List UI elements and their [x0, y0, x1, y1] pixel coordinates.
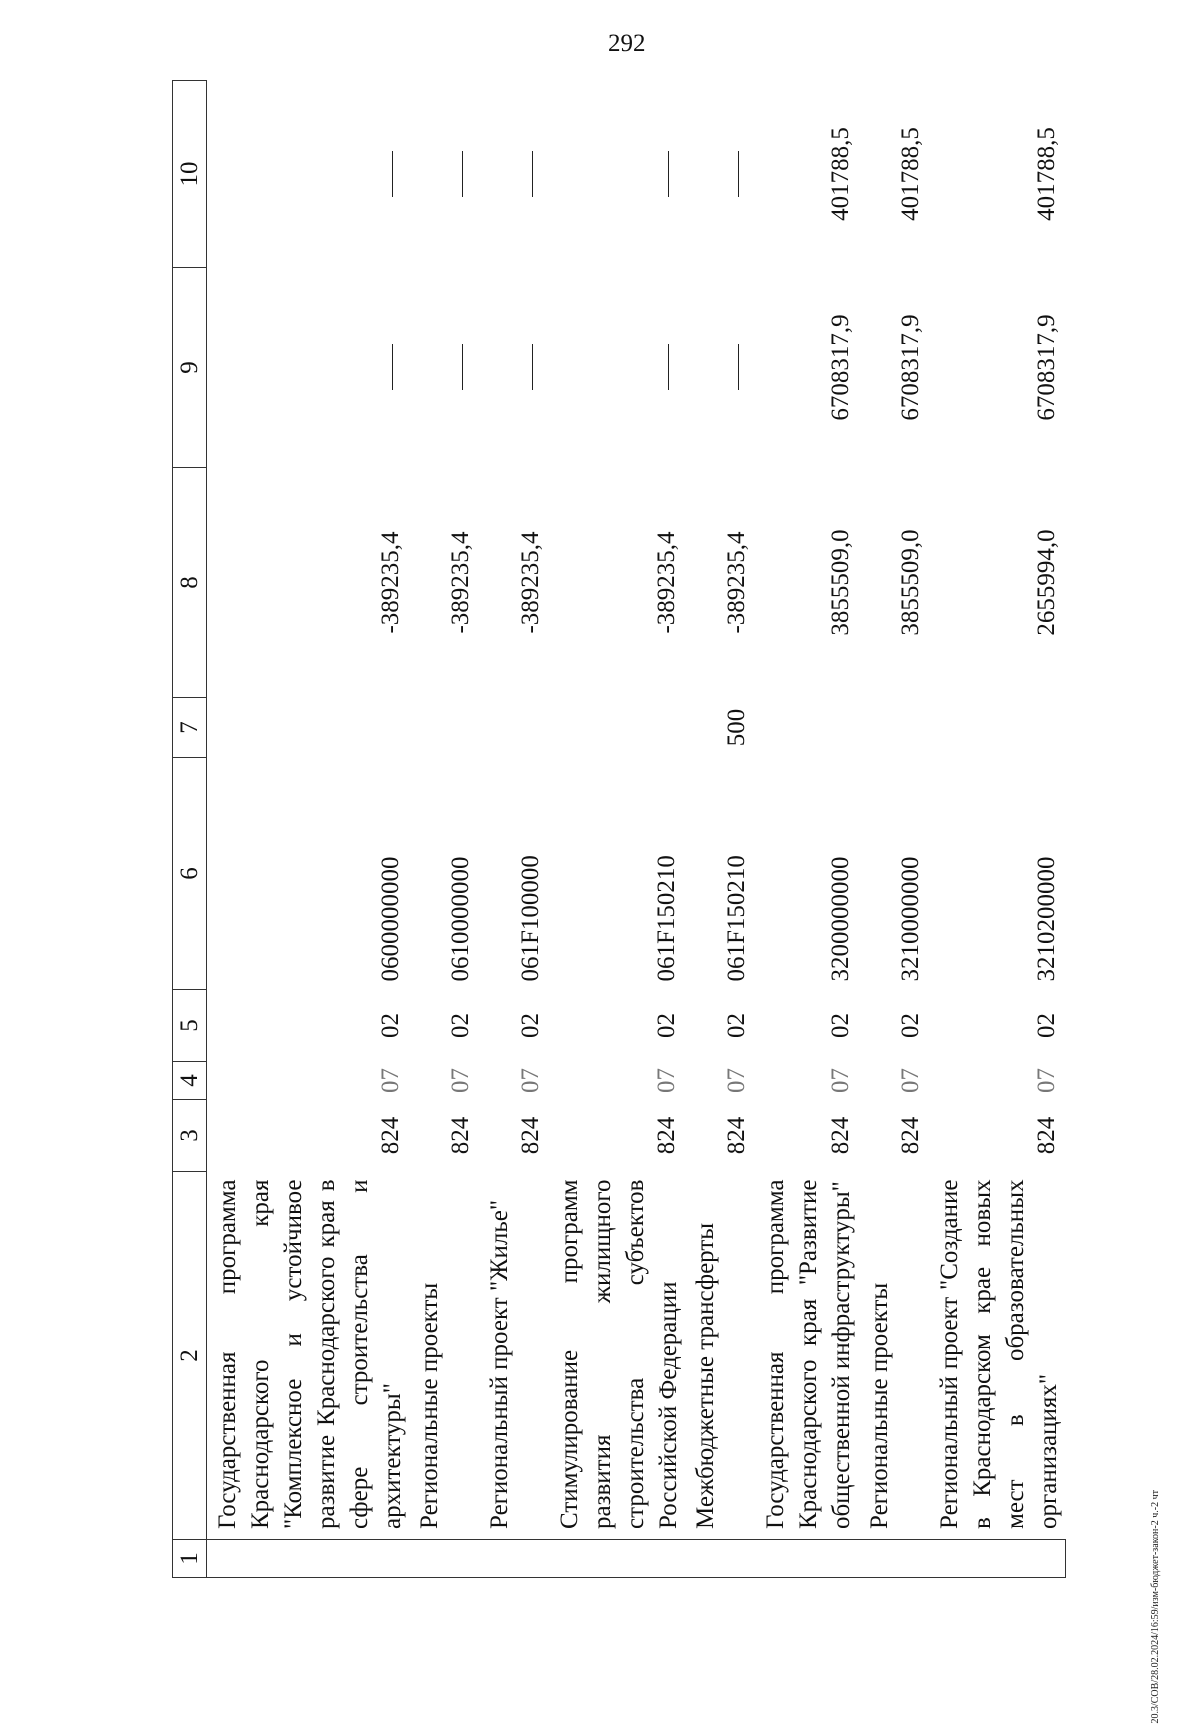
- cell-c6: 061F150210: [723, 855, 750, 982]
- dash-mark: [462, 151, 463, 197]
- column-header-2: 2: [173, 1172, 207, 1540]
- cell-c8: -389235,4: [447, 531, 474, 634]
- cell-name: Стимулирование программ развития жилищного строительства субъектов Российской Федерации: [556, 1179, 682, 1529]
- dash-mark: [738, 345, 739, 391]
- column-header-7: 7: [173, 698, 207, 758]
- table-row: [479, 81, 549, 1578]
- cell-name: Государственная программа Краснодарского края "Развитие общественной инфраструктуры": [762, 1179, 855, 1529]
- cell-c3: 824: [447, 1116, 474, 1155]
- cell-c3: 824: [517, 1116, 544, 1155]
- cell-c4: 07: [1033, 1068, 1060, 1093]
- cell-c6: 0600000000: [377, 856, 404, 982]
- cell-c6: 3210000000: [897, 856, 924, 982]
- cell-c4: 07: [377, 1068, 404, 1093]
- cell-c5: 02: [1033, 1013, 1060, 1038]
- cell-c4: 07: [517, 1068, 544, 1093]
- dash-mark: [392, 151, 393, 197]
- cell-c1: [929, 1540, 1065, 1578]
- cell-c9: 6708317,9: [1033, 314, 1060, 421]
- cell-c10: 401788,5: [827, 127, 854, 221]
- budget-table-rotated: [172, 81, 1086, 1578]
- cell-c7: [859, 698, 929, 758]
- cell-c3: 824: [377, 1116, 404, 1155]
- footer-code: 20.3/СОВ/28.02.2024/16:59/изм-бюджет-закон-2 ч.-2 чт: [1150, 1490, 1161, 1724]
- cell-c1: [755, 1540, 859, 1578]
- cell-c10: 401788,5: [1033, 127, 1060, 221]
- column-header-9: 9: [173, 268, 207, 468]
- cell-c8: -389235,4: [653, 531, 680, 634]
- cell-name: Региональный проект "Жилье": [486, 1199, 513, 1529]
- cell-c5: 02: [897, 1013, 924, 1038]
- cell-c1: [409, 1540, 479, 1578]
- cell-c7: [929, 698, 1065, 758]
- dash-mark: [392, 345, 393, 391]
- cell-c1: [685, 1540, 755, 1578]
- cell-c10: [207, 81, 410, 268]
- table-body: [207, 81, 1066, 1578]
- cell-c4: 07: [897, 1068, 924, 1093]
- table-row: [859, 81, 929, 1578]
- cell-c9: [207, 268, 410, 468]
- dash-mark: [532, 151, 533, 197]
- cell-c10: [479, 81, 549, 268]
- column-header-6: 6: [173, 758, 207, 990]
- cell-name: Государственная программа Краснодарского края "Комплексное и устойчивое развитие Краснодарского края в сфере строительства и архитектуры": [214, 1179, 406, 1529]
- column-header-1: 1: [173, 1540, 207, 1578]
- cell-c3: 824: [827, 1116, 854, 1155]
- cell-c6: 061F100000: [517, 855, 544, 982]
- dash-mark: [738, 151, 739, 197]
- cell-c9: [409, 268, 479, 468]
- cell-c8: 2655994,0: [1033, 529, 1060, 636]
- column-header-10: 10: [173, 81, 207, 268]
- cell-c8: -389235,4: [723, 531, 750, 634]
- dash-mark: [532, 345, 533, 391]
- table-row: [929, 81, 1065, 1578]
- cell-c5: 02: [723, 1013, 750, 1038]
- cell-c5: 02: [377, 1013, 404, 1038]
- cell-name: Региональные проекты: [866, 1282, 893, 1529]
- cell-c8: -389235,4: [377, 531, 404, 634]
- cell-c8: 3855509,0: [827, 529, 854, 636]
- cell-c6: 0610000000: [447, 856, 474, 982]
- cell-name: Региональный проект "Создание в Краснодарском крае новых мест в образовательных организациях": [936, 1179, 1062, 1529]
- cell-c4: 07: [447, 1068, 474, 1093]
- dash-mark: [668, 345, 669, 391]
- dash-mark: [462, 345, 463, 391]
- cell-name: Межбюджетные трансферты: [692, 1222, 719, 1529]
- cell-c10: 401788,5: [897, 127, 924, 221]
- cell-c1: [479, 1540, 549, 1578]
- page-number: 292: [608, 30, 646, 57]
- cell-c1: [207, 1540, 410, 1578]
- cell-c10: [409, 81, 479, 268]
- cell-c3: 824: [897, 1116, 924, 1155]
- cell-c10: [685, 81, 755, 268]
- cell-c10: [549, 81, 685, 268]
- column-header-5: 5: [173, 990, 207, 1062]
- header-row: [173, 81, 207, 1578]
- cell-c8: 3855509,0: [897, 529, 924, 636]
- cell-c6: 3210200000: [1033, 856, 1060, 982]
- cell-c9: [479, 268, 549, 468]
- cell-c9: [549, 268, 685, 468]
- budget-table: [172, 80, 1066, 1578]
- cell-c9: 6708317,9: [897, 314, 924, 421]
- table-row: [549, 81, 685, 1578]
- table-row: [685, 81, 755, 1578]
- cell-c9: 6708317,9: [827, 314, 854, 421]
- column-header-4: 4: [173, 1062, 207, 1100]
- cell-c9: [685, 268, 755, 468]
- cell-c3: 824: [723, 1116, 750, 1155]
- cell-c1: [859, 1540, 929, 1578]
- cell-c7: [409, 698, 479, 758]
- cell-c4: 07: [653, 1068, 680, 1093]
- cell-c7: [479, 698, 549, 758]
- cell-c6: 061F150210: [653, 855, 680, 982]
- cell-c1: [549, 1540, 685, 1578]
- column-header-3: 3: [173, 1100, 207, 1172]
- table-row: [409, 81, 479, 1578]
- cell-name: Региональные проекты: [416, 1282, 443, 1529]
- cell-c8: -389235,4: [517, 531, 544, 634]
- cell-c6: 3200000000: [827, 856, 854, 982]
- cell-c5: 02: [447, 1013, 474, 1038]
- cell-c5: 02: [827, 1013, 854, 1038]
- cell-c5: 02: [653, 1013, 680, 1038]
- cell-c4: 07: [723, 1068, 750, 1093]
- cell-c5: 02: [517, 1013, 544, 1038]
- dash-mark: [668, 151, 669, 197]
- column-header-8: 8: [173, 468, 207, 698]
- table-row: [755, 81, 859, 1578]
- cell-c4: 07: [827, 1068, 854, 1093]
- table-row: [207, 81, 410, 1578]
- cell-c7: [549, 698, 685, 758]
- cell-c3: 824: [1033, 1116, 1060, 1155]
- cell-c7: [207, 698, 410, 758]
- cell-c3: 824: [653, 1116, 680, 1155]
- cell-c7: [755, 698, 859, 758]
- cell-c7: 500: [723, 708, 750, 747]
